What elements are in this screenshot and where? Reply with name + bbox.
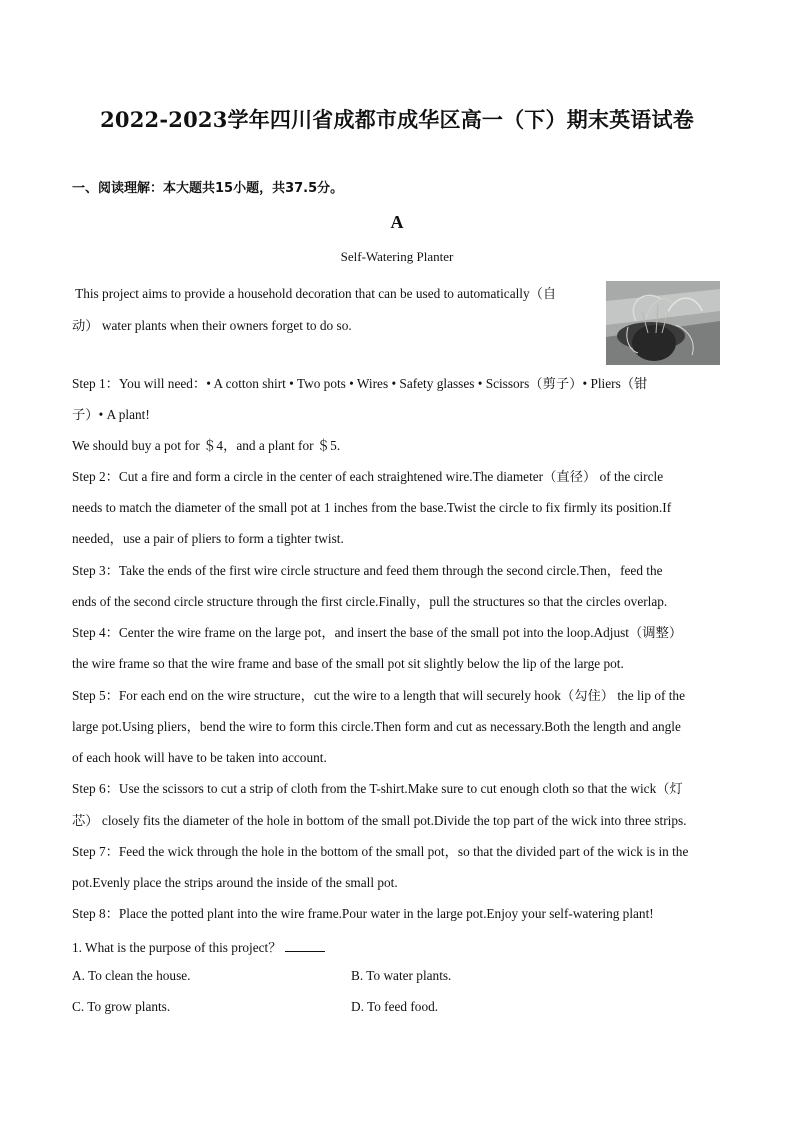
intro-line-2: 动） water plants when their owners forget to do so. [72, 318, 352, 333]
text-line: pot.Evenly place the strips around the inside of the small pot. [72, 875, 398, 890]
text-line: Step 4：Center the wire frame on the large pot，and insert the base of the small pot into the loop.Adjust（调整） [72, 625, 683, 640]
text-line: Step 5：For each end on the wire structure，cut the wire to a length that will securely hook（勾住） the lip of the [72, 688, 685, 703]
answer-blank[interactable] [285, 939, 325, 952]
passage-title: Self-Watering Planter [340, 249, 454, 264]
exam-title: 2022-2023学年四川省成都市成华区高一（下）期末英语试卷 [100, 107, 694, 132]
text-line: of each hook will have to be taken into account. [72, 750, 327, 765]
intro-paragraph [72, 278, 592, 342]
text-line: 芯） closely fits the diameter of the hole in bottom of the small pot.Divide the top part of the wick into three strips. [72, 813, 687, 828]
option-d[interactable]: D. To feed food. [351, 999, 439, 1014]
planter-photo [606, 281, 720, 365]
option-c[interactable]: C. To grow plants. [72, 999, 171, 1014]
option-b[interactable]: B. To water plants. [351, 968, 452, 983]
text-line: Step 3：Take the ends of the first wire circle structure and feed them through the second circle.Then，feed the [72, 563, 663, 578]
text-line: needed，use a pair of pliers to form a tighter twist. [72, 531, 344, 546]
text-line: ends of the second circle structure through the first circle.Finally，pull the structures so that the circles overlap. [72, 594, 668, 609]
text-line: Step 1：You will need：• A cotton shirt • Two pots • Wires • Safety glasses • Scissors（剪子）• Pliers（钳 [72, 376, 648, 391]
intro-line-1: This project aims to provide a household decoration that can be used to automatically（自 [72, 286, 557, 301]
passage-letter: A [390, 212, 404, 232]
question-1-stem: 1. What is the purpose of this project？ [72, 940, 282, 955]
text-line: Step 8：Place the potted plant into the wire frame.Pour water in the large pot.Enjoy your self-watering plant! [72, 906, 654, 921]
text-line: 子）• A plant! [72, 407, 150, 422]
question-1 [72, 937, 325, 956]
text-line: Step 6：Use the scissors to cut a strip of cloth from the T-shirt.Make sure to cut enough cloth so that the wick（灯 [72, 781, 683, 796]
text-line: Step 7：Feed the wick through the hole in the bottom of the small pot，so that the divided part of the wick is in the [72, 844, 689, 859]
text-line: needs to match the diameter of the small pot at 1 inches from the base.Twist the circle to fix firmly its position.If [72, 500, 672, 515]
text-line: large pot.Using pliers，bend the wire to form this circle.Then form and cut as necessary.Both the length and angle [72, 719, 681, 734]
text-line: We should buy a pot for ＄4，and a plant for ＄5. [72, 438, 341, 453]
planter-illustration [606, 281, 720, 365]
text-line: Step 2：Cut a fire and form a circle in the center of each straightened wire.The diameter（直径） of the circle [72, 469, 664, 484]
section-heading: 一、阅读理解：本大题共15小题，共37.5分。 [72, 181, 344, 196]
text-line: the wire frame so that the wire frame and base of the small pot sit slightly below the lip of the large pot. [72, 656, 624, 671]
option-a[interactable]: A. To clean the house. [72, 968, 191, 983]
